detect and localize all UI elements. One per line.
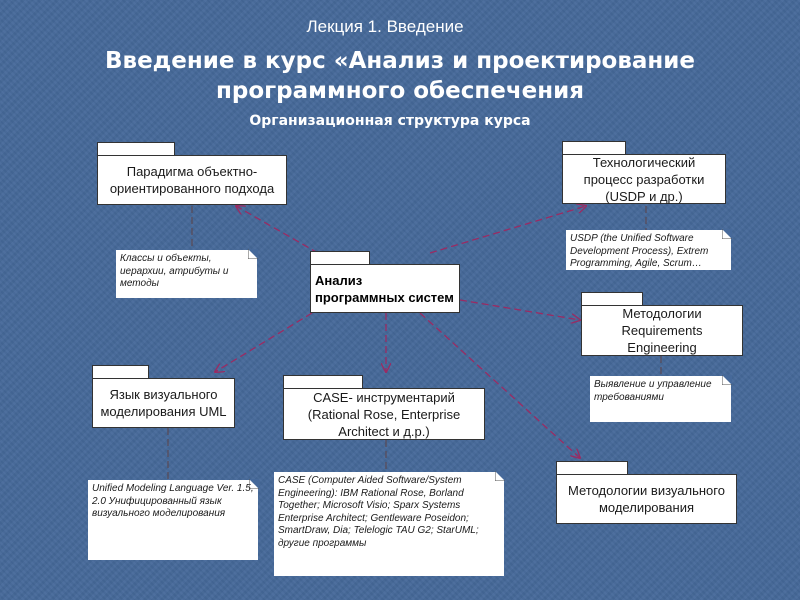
package-analysis[interactable] [310,251,460,313]
package-tab [581,292,643,306]
package-paradigm[interactable] [97,142,287,205]
package-uml[interactable] [92,365,235,428]
package-case[interactable] [283,375,485,440]
note-case [274,472,504,576]
package-visual-methods[interactable] [556,461,737,524]
note-uml [88,480,258,560]
page-title: Введение в курс «Анализ и проектирование программного обеспечения [104,48,696,104]
package-label: CASE- инструментарий (Rational Rose, Enterprise Architect и д.р.) [283,388,485,440]
note-fold-icon [248,249,258,259]
package-tech-process[interactable] [562,141,726,204]
package-label: Методологии Requirements Engineering [581,305,743,356]
note-text: Выявление и управление требованиями [594,379,712,403]
link-analysis-req [460,300,580,320]
note-usdp [566,230,731,270]
note-requirements [590,376,731,422]
package-tab [556,461,628,475]
package-tab [97,142,175,156]
link-analysis-tech [430,206,586,253]
note-fold-icon [249,479,259,489]
note-text: CASE (Computer Aided Software/System Engineering): IBM Rational Rose, Borland Together; Microsoft Visio; Sparx Systems Enterprise Architect; Gentleware Poseidon; SmartDraw, Dia; Telelogic TAU G2; StarUML; другие программы [278,475,479,549]
note-text: Unified Modeling Language Ver. 1.5, 2.0 Унифицированный язык визуального моделирования [92,483,254,519]
link-analysis-uml [215,313,312,372]
note-text: Классы и объекты, иерархии, атрибуты и методы [120,253,229,289]
package-label: Парадигма объектно-ориентированного подхода [97,155,287,205]
package-tab [92,365,149,379]
note-text: USDP (the Unified Software Development Process), Extrem Programming, Agile, Scrum… [570,233,709,269]
note-fold-icon [495,471,505,481]
note-fold-icon [722,375,732,385]
note-fold-icon [722,229,732,239]
package-label: Анализ программных систем [310,264,460,313]
package-tab [310,251,370,265]
package-label: Технологический процесс разработки (USDP и др.) [562,154,726,204]
lecture-label: Лекция 1. Введение [306,17,464,36]
package-label: Язык визуального моделирования UML [92,378,235,428]
package-label: Методологии визуального моделирования [556,474,737,524]
package-req-engineering[interactable] [581,292,743,356]
package-tab [283,375,363,389]
link-analysis-paradigm [236,206,318,253]
note-classes [116,250,257,298]
page-subtitle: Организационная структура курса [249,113,531,129]
